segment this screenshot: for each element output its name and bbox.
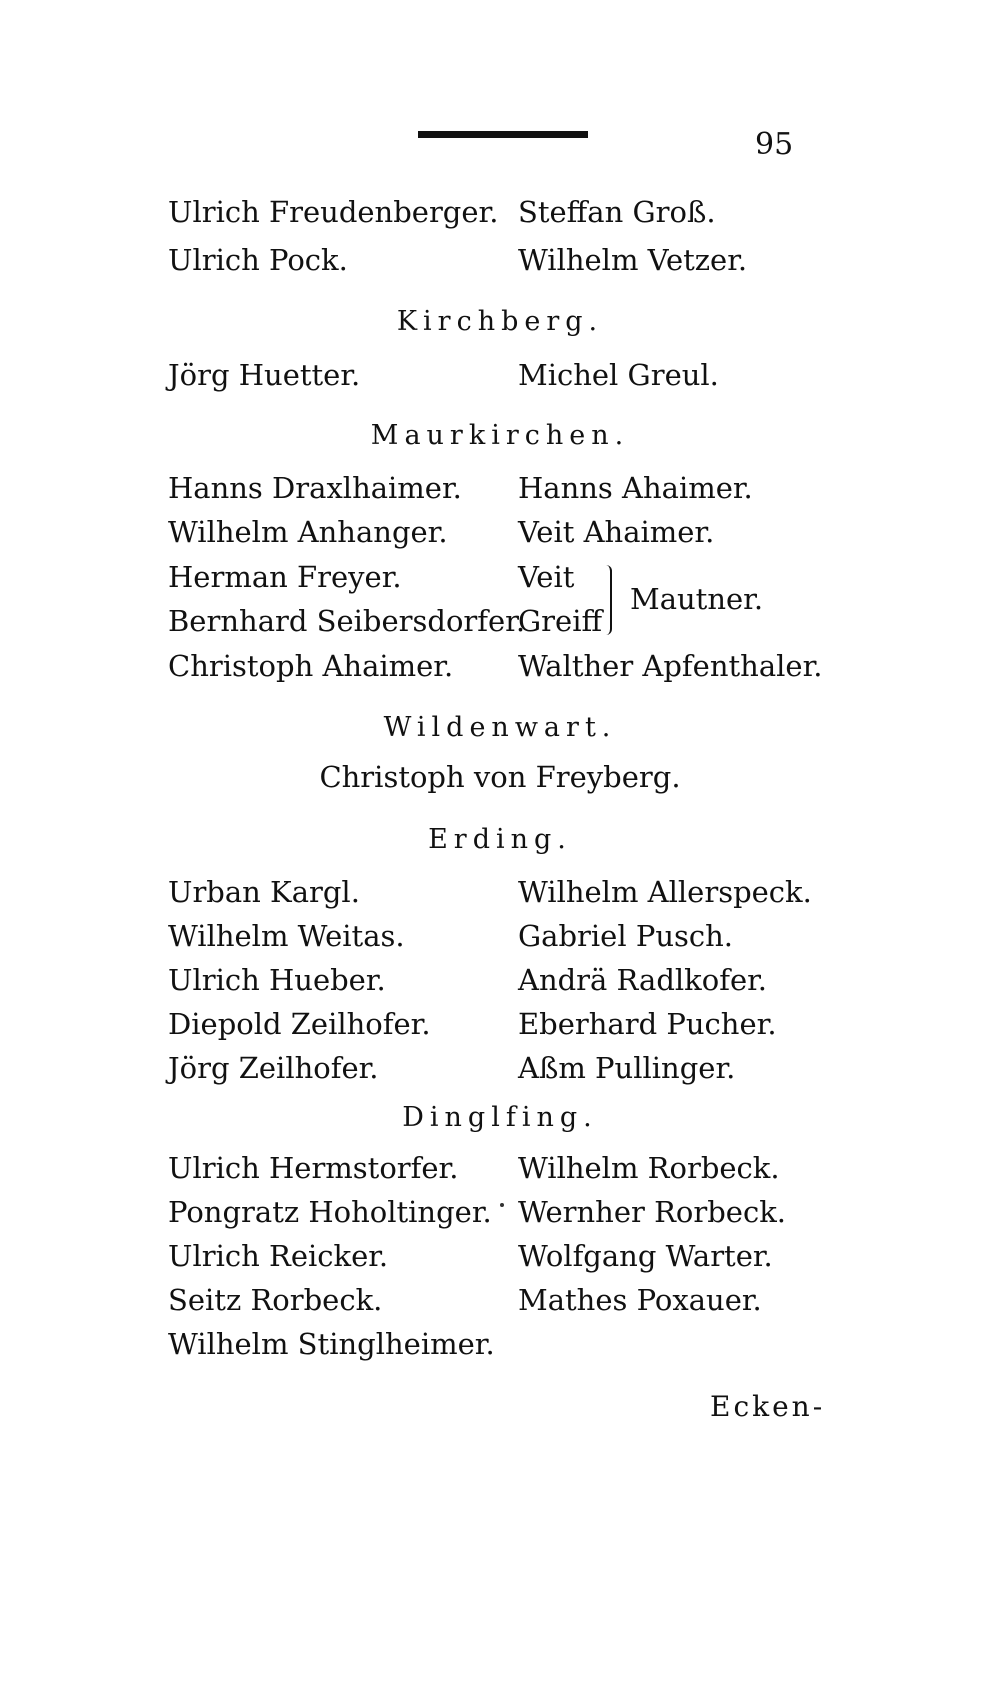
- name-left: Christoph Ahaimer.: [168, 649, 454, 683]
- list-item: [0, 916, 1000, 956]
- bracket-name-first: Veit: [518, 560, 575, 594]
- section-heading-erding: Erding.: [428, 824, 572, 855]
- name-right: Eberhard Pucher.: [518, 1007, 777, 1041]
- list-item: [0, 192, 1000, 232]
- list-item: [0, 1148, 1000, 1188]
- list-item: [0, 1048, 1000, 1088]
- name-right: Wilhelm Allerspeck.: [518, 875, 812, 909]
- list-item: [0, 1192, 1000, 1232]
- centered-name: Christoph von Freyberg.: [319, 760, 681, 794]
- bracketed-names: [518, 557, 818, 641]
- name-left: Ulrich Hueber.: [168, 963, 386, 997]
- list-item: [0, 1004, 1000, 1044]
- list-item: [0, 557, 1000, 597]
- name-left: Urban Kargl.: [168, 875, 360, 909]
- list-item: [0, 646, 1000, 686]
- name-right: Wilhelm Vetzer.: [518, 243, 748, 277]
- section-heading-dinglfing: Dinglfing.: [402, 1102, 598, 1133]
- name-left: Bernhard Seibersdorfer.: [168, 604, 526, 638]
- list-item: [0, 1236, 1000, 1276]
- name-left: Ulrich Pock.: [168, 243, 348, 277]
- list-item: [0, 240, 1000, 280]
- section-heading-wildenwart: Wildenwart.: [383, 712, 617, 743]
- name-right: Wernher Rorbeck.: [518, 1195, 786, 1229]
- name-right: Hanns Ahaimer.: [518, 471, 753, 505]
- list-item: [0, 872, 1000, 912]
- name-left: Pongratz Hoholtinger.: [168, 1195, 492, 1229]
- name-left: Hanns Draxlhaimer.: [168, 471, 462, 505]
- section-heading-kirchberg: Kirchberg.: [396, 306, 604, 337]
- name-right: Michel Greul.: [518, 358, 719, 392]
- name-right: Andrä Radlkofer.: [518, 963, 768, 997]
- name-right: Aßm Pullinger.: [518, 1051, 736, 1085]
- section-heading-maurkirchen: Maurkirchen.: [370, 420, 630, 451]
- list-item: [0, 355, 1000, 395]
- name-left: Wilhelm Weitas.: [168, 919, 405, 953]
- name-right: Mathes Poxauer.: [518, 1283, 762, 1317]
- name-right: Steffan Groß.: [518, 195, 716, 229]
- name-left: Seitz Rorbeck.: [168, 1283, 383, 1317]
- name-left: Ulrich Freudenberger.: [168, 195, 499, 229]
- catchword: Ecken-: [710, 1390, 826, 1423]
- name-right: Wolfgang Warter.: [518, 1239, 773, 1273]
- bracket-name-second: Greiff: [518, 604, 603, 638]
- list-item: [0, 512, 1000, 552]
- name-right: Veit Ahaimer.: [518, 515, 715, 549]
- name-right: Walther Apfenthaler.: [518, 649, 823, 683]
- list-item: [0, 601, 1000, 641]
- header-rule: [418, 131, 588, 138]
- bracket-shared-surname: Mautner.: [630, 582, 764, 616]
- name-left: Diepold Zeilhofer.: [168, 1007, 431, 1041]
- name-left: Wilhelm Stinglheimer.: [168, 1327, 495, 1361]
- name-left: Ulrich Reicker.: [168, 1239, 389, 1273]
- name-left: Wilhelm Anhanger.: [168, 515, 448, 549]
- list-item: [0, 960, 1000, 1000]
- name-left: Jörg Huetter.: [168, 358, 361, 392]
- name-right: Wilhelm Rorbeck.: [518, 1151, 780, 1185]
- list-item: [0, 1280, 1000, 1320]
- list-item: [0, 468, 1000, 508]
- page-number: 95: [755, 127, 794, 162]
- brace-icon: [600, 565, 612, 635]
- name-left: Ulrich Hermstorfer.: [168, 1151, 459, 1185]
- list-item: [0, 1324, 1000, 1364]
- name-right: Gabriel Pusch.: [518, 919, 734, 953]
- name-left: Jörg Zeilhofer.: [168, 1051, 379, 1085]
- name-left: Herman Freyer.: [168, 560, 402, 594]
